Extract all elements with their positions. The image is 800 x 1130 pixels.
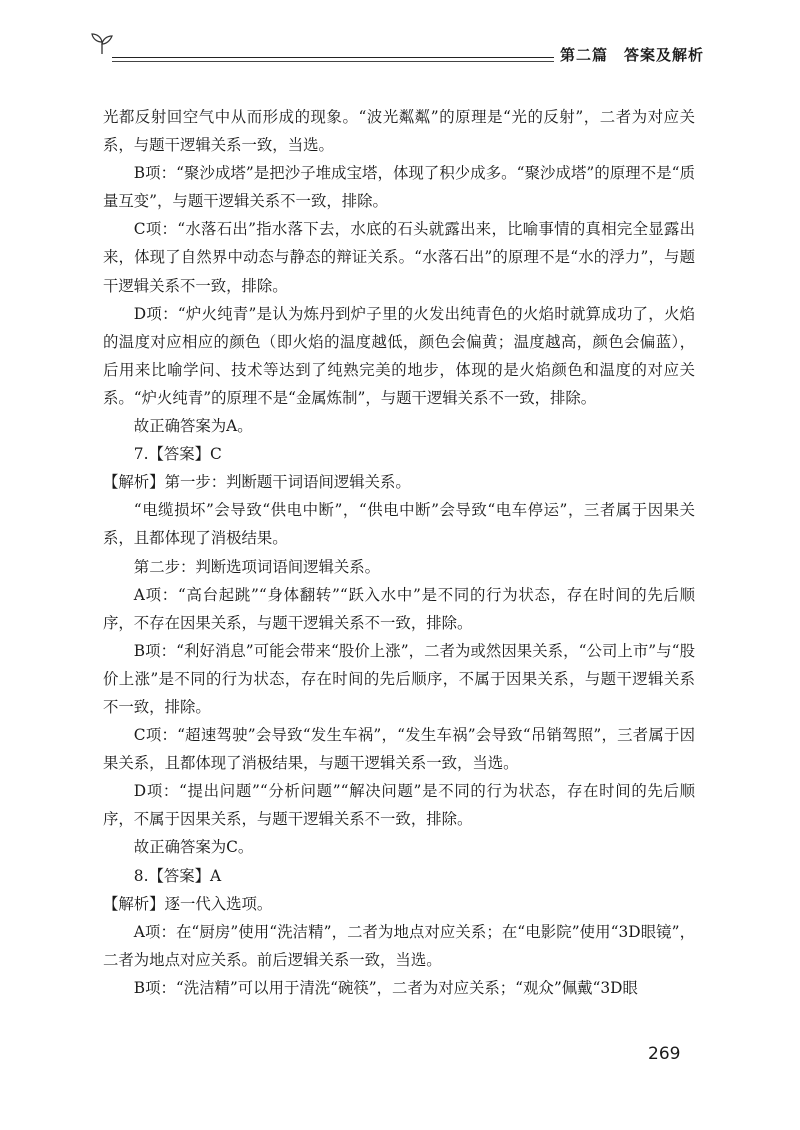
paragraph: A项：“高台起跳”“身体翻转”“跃入水中”是不同的行为状态，存在时间的先后顺序，不存在因果关系，与题干逻辑关系不一致，排除。 xyxy=(103,585,695,632)
paragraph: A项：在“厨房”使用“洗洁精”，二者为地点对应关系；在“电影院”使用“3D眼镜”，二者为地点对应关系。前后逻辑关系一致，当选。 xyxy=(103,922,695,969)
paragraph: 第二步：判断选项词语间逻辑关系。 xyxy=(133,557,381,576)
analysis-heading: 【解析】第一步：判断题干词语间逻辑关系。 xyxy=(103,473,411,492)
answer-heading: 8.【答案】A xyxy=(133,866,222,885)
page-number: 269 xyxy=(648,1044,681,1064)
paragraph: C项：“超速驾驶”会导致“发生车祸”，“发生车祸”会导致“吊销驾照”，三者属于因果关系，且都体现了消极结果，与题干逻辑关系一致，当选。 xyxy=(103,726,695,773)
paragraph: D项：“炉火纯青”是认为炼丹到炉子里的火发出纯青色的火焰时就算成功了，火焰的温度对应相应的颜色（即火焰的温度越低，颜色会偏黄；温度越高，颜色会偏蓝），后用来比喻学问、技术等达到了纯熟完美的地步，体现的是火焰颜色和温度的对应关系。“炉火纯青”的原理不是“金属炼制”，与题干逻辑关系不一致，排除。 xyxy=(103,304,695,407)
page-body xyxy=(103,103,695,1002)
paragraph: B项：“利好消息”可能会带来“股价上涨”，二者为或然因果关系，“公司上市”与“股价上涨”是不同的行为状态，存在时间的先后顺序，不属于因果关系，与题干逻辑关系不一致，排除。 xyxy=(103,641,695,716)
header-rule-thin xyxy=(112,61,554,62)
paragraph: D项：“提出问题”“分析问题”“解决问题”是不同的行为状态，存在时间的先后顺序，不属于因果关系，与题干逻辑关系不一致，排除。 xyxy=(103,782,695,829)
header-rule xyxy=(112,57,554,58)
paragraph: 故正确答案为A。 xyxy=(133,417,253,436)
paragraph: 光都反射回空气中从而形成的现象。“波光粼粼”的原理是“光的反射”，二者为对应关系，与题干逻辑关系一致，当选。 xyxy=(103,108,695,155)
paragraph: B项：“聚沙成塔”是把沙子堆成宝塔，体现了积少成多。“聚沙成塔”的原理不是“质量互变”，与题干逻辑关系不一致，排除。 xyxy=(103,164,695,211)
header-title: 第二篇 答案及解析 xyxy=(559,46,704,64)
paragraph: B项：“洗洁精”可以用于清洗“碗筷”，二者为对应关系；“观众”佩戴“3D眼 xyxy=(133,978,638,997)
answer-heading: 7.【答案】C xyxy=(133,445,222,464)
running-header xyxy=(90,30,704,70)
paragraph: 故正确答案为C。 xyxy=(133,838,254,857)
paragraph: “电缆损坏”会导致“供电中断”，“供电中断”会导致“电车停运”，三者属于因果关系，且都体现了消极结果。 xyxy=(103,501,695,548)
paragraph: C项：“水落石出”指水落下去，水底的石头就露出来，比喻事情的真相完全显露出来，体现了自然界中动态与静态的辩证关系。“水落石出”的原理不是“水的浮力”，与题干逻辑关系不一致，排除。 xyxy=(103,220,695,295)
analysis-heading: 【解析】逐一代入选项。 xyxy=(103,894,273,913)
sprout-icon xyxy=(90,32,116,56)
